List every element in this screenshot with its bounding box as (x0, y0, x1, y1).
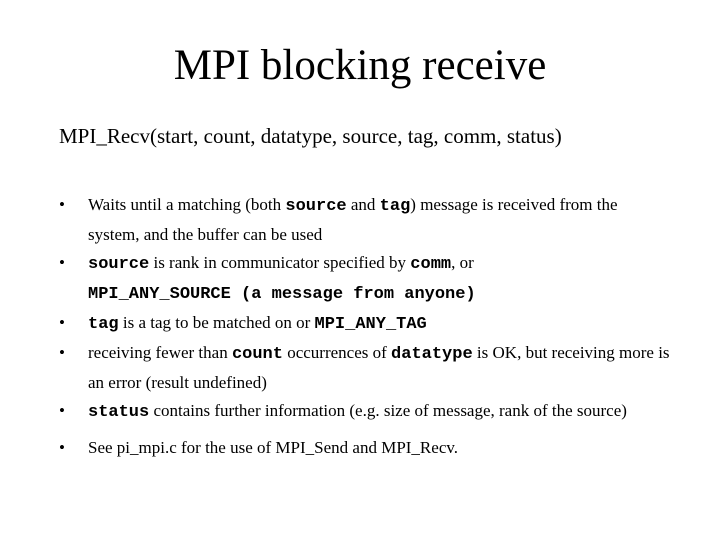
code-mpi-any-source: MPI_ANY_SOURCE (a message from anyone) (88, 285, 476, 304)
function-signature: MPI_Recv(start, count, datatype, source, tag, comm, status) (59, 124, 562, 148)
code-comm: comm (410, 255, 452, 274)
code-datatype: datatype (391, 345, 473, 364)
code-source: source (88, 255, 150, 274)
bullet-text: is a tag to be matched on or (118, 313, 315, 332)
slide-title: MPI blocking receive (173, 42, 547, 89)
bullet-marker: • (59, 253, 65, 272)
bullet-text: is rank in communicator specified by (149, 253, 411, 272)
bullet-receiving-fewer (0, 339, 673, 397)
bullet-see-pi-mpi (0, 434, 673, 462)
bullet-text: ) message is received from the system, and the buffer can be used (88, 195, 618, 244)
bullet-marker: • (59, 195, 65, 214)
code-status: status (88, 403, 150, 422)
bullet-tag-match (0, 309, 673, 339)
bullet-waits-until-match (0, 191, 673, 249)
bullet-text: receiving fewer than (88, 343, 232, 362)
bullet-marker: • (59, 438, 65, 457)
bullet-text: See pi_mpi.c for the use of MPI_Send and MPI_Recv. (88, 438, 459, 457)
bullet-marker: • (59, 401, 65, 420)
code-mpi-any-tag: MPI_ANY_TAG (314, 315, 427, 334)
code-tag: tag (88, 315, 119, 334)
bullet-text: Waits until a matching (both (88, 195, 286, 214)
bullet-text: contains further information (e.g. size of message, rank of the source) (149, 401, 627, 420)
bullet-marker: • (59, 343, 65, 362)
bullet-source-rank (0, 249, 673, 309)
code-count: count (231, 345, 283, 364)
bullet-status-info (0, 397, 673, 427)
bullet-text: occurrences of (282, 343, 392, 362)
code-source: source (285, 197, 347, 216)
bullet-text: is OK, but receiving more is an error (result undefined) (88, 343, 670, 392)
code-tag: tag (379, 197, 411, 216)
bullet-marker: • (59, 313, 65, 332)
bullet-text: and (346, 195, 380, 214)
bullet-list (0, 191, 720, 462)
bullet-text: , or (451, 253, 474, 272)
